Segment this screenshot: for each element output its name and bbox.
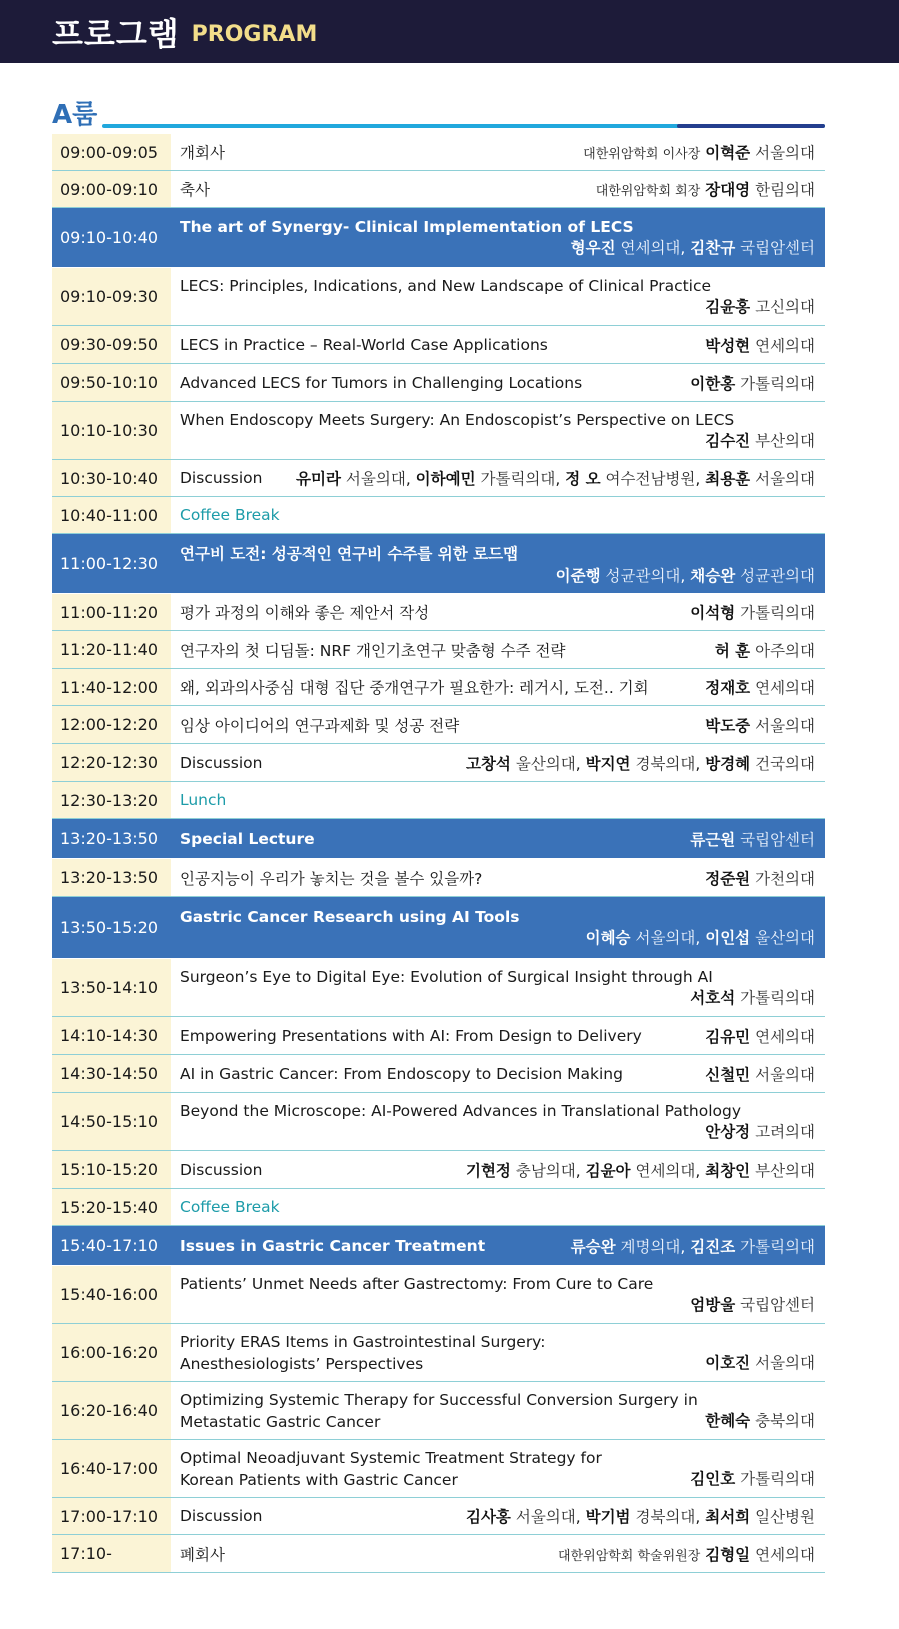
content-cell	[171, 326, 825, 363]
talk-title-continued: Anesthesiologists’ Perspectives	[180, 1354, 424, 1373]
speaker-affiliation: 일산병원	[755, 1508, 815, 1526]
content-line-1	[180, 1275, 815, 1293]
time-cell: 16:40-17:00	[52, 1440, 171, 1497]
program-row	[52, 402, 825, 460]
speaker	[705, 295, 815, 317]
speaker-name: 신철민	[705, 1065, 751, 1084]
program-table	[52, 134, 825, 1573]
program-row	[52, 1093, 825, 1151]
time-cell: 17:00-17:10	[52, 1498, 171, 1534]
content-cell	[171, 208, 825, 267]
speaker-affiliation: 성균관의대	[740, 566, 815, 585]
content-cell	[171, 1226, 825, 1265]
speaker-name: 이인섭	[705, 928, 751, 947]
program-row	[52, 460, 825, 497]
speaker-name: 허 훈	[714, 641, 751, 660]
talk-title: 개회사	[180, 144, 225, 162]
speaker-affiliation: 건국의대	[755, 754, 815, 773]
speaker	[596, 178, 815, 200]
speaker	[690, 1293, 815, 1315]
talk-title: Advanced LECS for Tumors in Challenging Locations	[180, 373, 583, 392]
content-cell	[171, 1498, 825, 1534]
chairs: 이혜승 서울의대, 이인섭 울산의대	[585, 928, 815, 947]
content-cell	[171, 1017, 825, 1054]
talk-title: 연구자의 첫 디딤돌: NRF 개인기초연구 맞춤형 수주 전략	[180, 641, 566, 660]
speaker-name: 류승완	[570, 1237, 616, 1256]
speaker-name: 이하예민	[415, 470, 476, 488]
time-cell: 13:50-15:20	[52, 897, 171, 958]
content-cell	[171, 744, 825, 781]
talk-title: Surgeon’s Eye to Digital Eye: Evolution of Surgical Insight through AI	[180, 967, 713, 986]
speaker-name: 김찬규	[690, 238, 736, 257]
panelists: 유미라 서울의대, 이하예민 가톨릭의대, 정 오 여수전남병원, 최용훈 서울의대	[296, 470, 815, 488]
speaker-name: 박기범	[585, 1508, 631, 1526]
talk-title: 평가 과정의 이해와 좋은 제안서 작성	[180, 604, 430, 622]
speaker-name: 박도중	[705, 716, 751, 735]
speaker	[705, 714, 815, 736]
speaker-affiliation: 연세의대	[755, 1027, 815, 1046]
talk-title: Discussion	[180, 469, 263, 487]
content-line-1	[180, 968, 815, 986]
break-label: Coffee Break	[180, 1198, 280, 1216]
speaker-affiliation: 부산의대	[755, 431, 815, 450]
content-line-1	[180, 1333, 815, 1351]
talk-title: 인공지능이 우리가 놓치는 것을 볼수 있을까?	[180, 869, 483, 888]
program-row	[52, 1498, 825, 1535]
content-line-2	[180, 986, 815, 1008]
talk-title: Optimal Neoadjuvant Systemic Treatment Strategy for	[180, 1448, 602, 1467]
speaker-name: 김진조	[690, 1237, 736, 1256]
break-label: Coffee Break	[180, 506, 280, 524]
session-header-row	[52, 897, 825, 959]
speaker-affiliation: 아주의대	[755, 641, 815, 660]
speaker-affiliation: 국립암센터	[740, 1295, 815, 1314]
speaker-name: 박지연	[585, 754, 631, 773]
break-row	[52, 1189, 825, 1226]
talk-title: 폐회사	[180, 1545, 225, 1564]
content-cell	[171, 1535, 825, 1572]
break-row	[52, 782, 825, 819]
chairs: 형우진 연세의대, 김찬규 국립암센터	[570, 238, 815, 257]
program-row	[52, 959, 825, 1017]
talk-title: 축사	[180, 181, 210, 199]
program-row	[52, 1266, 825, 1324]
session-header-row	[52, 1226, 825, 1266]
content-cell	[171, 1151, 825, 1188]
talk-title-continued: Metastatic Gastric Cancer	[180, 1412, 381, 1431]
speaker-affiliation: 서울의대	[345, 470, 406, 488]
content-cell	[171, 706, 825, 743]
speaker-affiliation: 서울의대	[635, 928, 696, 947]
talk-title: Priority ERAS Items in Gastrointestinal Surgery:	[180, 1332, 546, 1351]
speaker-affiliation: 가톨릭의대	[740, 604, 815, 622]
time-cell: 11:00-11:20	[52, 594, 171, 630]
content-cell	[171, 782, 825, 818]
speaker	[690, 601, 815, 623]
time-cell: 15:40-17:10	[52, 1226, 171, 1265]
speaker-affiliation: 고려의대	[755, 1122, 815, 1141]
content-line-2	[180, 1467, 815, 1489]
talk-title: 왜, 외과의사중심 대형 집단 중개연구가 필요한가: 레거시, 도전.. 기회	[180, 679, 649, 697]
panelists: 고창석 울산의대, 박지연 경북의대, 방경혜 건국의대	[465, 754, 815, 773]
speaker-affiliation: 부산의대	[755, 1161, 815, 1180]
panelists: 김사홍 서울의대, 박기범 경북의대, 최서희 일산병원	[465, 1508, 815, 1526]
time-cell: 15:20-15:40	[52, 1189, 171, 1225]
speaker-affiliation: 경북의대	[635, 754, 696, 773]
speaker-affiliation: 연세의대	[620, 238, 681, 257]
speaker	[690, 1467, 815, 1489]
content-line-2	[180, 926, 815, 948]
speaker-name: 정준원	[705, 869, 751, 888]
speaker-name: 안상정	[705, 1122, 751, 1141]
program-row	[52, 1324, 825, 1382]
page-header	[0, 0, 899, 63]
speaker-affiliation: 서울의대	[755, 1065, 815, 1084]
content-cell	[171, 364, 825, 401]
content-line-2	[180, 1351, 815, 1373]
speaker-affiliation: 연세의대	[755, 1545, 815, 1564]
speaker-affiliation: 충북의대	[755, 1411, 815, 1430]
speaker	[705, 1120, 815, 1142]
speaker	[705, 676, 815, 698]
speaker-name: 엄방울	[690, 1295, 736, 1314]
speaker-affiliation: 서울의대	[755, 144, 815, 162]
speaker-name: 장대영	[705, 181, 751, 199]
content-line-2	[180, 295, 815, 317]
talk-title: 임상 아이디어의 연구과제화 및 성공 전략	[180, 716, 460, 735]
speaker-affiliation: 가톨릭의대	[740, 1237, 815, 1256]
speaker-affiliation: 서울의대	[755, 716, 815, 735]
time-cell: 17:10-	[52, 1535, 171, 1572]
talk-title: Patients’ Unmet Needs after Gastrectomy: From Cure to Care	[180, 1274, 654, 1293]
break-label: Lunch	[180, 791, 227, 809]
program-row	[52, 364, 825, 402]
program-row	[52, 631, 825, 669]
speaker	[715, 639, 815, 661]
session-title: Special Lecture	[180, 829, 315, 848]
speaker-name: 이호진	[705, 1353, 751, 1372]
speaker	[705, 334, 815, 356]
time-cell: 16:20-16:40	[52, 1382, 171, 1439]
talk-title: Discussion	[180, 753, 263, 772]
chairs: 류승완 계명의대, 김진조 가톨릭의대	[570, 1237, 815, 1256]
content-line-2	[180, 1409, 815, 1431]
time-cell: 10:40-11:00	[52, 497, 171, 533]
room-title: A룸	[52, 100, 98, 130]
content-line-1	[180, 1102, 815, 1120]
talk-title: When Endoscopy Meets Surgery: An Endoscopist’s Perspective on LECS	[180, 410, 735, 429]
speaker-name: 김사홍	[465, 1508, 511, 1526]
speaker-affiliation: 고신의대	[755, 297, 815, 316]
speaker-affiliation: 서울의대	[515, 1508, 576, 1526]
content-cell	[171, 460, 825, 496]
time-cell: 09:30-09:50	[52, 326, 171, 363]
session-header-row	[52, 208, 825, 268]
content-cell	[171, 171, 825, 207]
time-cell: 11:20-11:40	[52, 631, 171, 668]
speaker-affiliation: 국립암센터	[740, 238, 815, 257]
content-line-2	[180, 236, 815, 258]
content-cell	[171, 1093, 825, 1150]
program-row	[52, 1440, 825, 1498]
speaker-name: 이석형	[690, 604, 736, 622]
speaker-affiliation: 가톨릭의대	[740, 988, 815, 1007]
speaker-affiliation: 경북의대	[635, 1508, 696, 1526]
speaker-name: 고창석	[465, 754, 511, 773]
content-cell	[171, 594, 825, 630]
speaker-name: 형우진	[570, 238, 616, 257]
time-cell: 11:40-12:00	[52, 669, 171, 705]
content-line-2	[180, 429, 815, 451]
speaker-name: 김유민	[705, 1027, 751, 1046]
content-line-1	[180, 908, 815, 926]
program-row	[52, 1017, 825, 1055]
content-cell	[171, 134, 825, 170]
speaker-name: 정 오	[565, 470, 601, 488]
speaker-name: 최창인	[705, 1161, 751, 1180]
speaker-affiliation: 서울의대	[755, 1353, 815, 1372]
speaker	[705, 429, 815, 451]
speaker	[705, 1063, 815, 1085]
speaker-role: 대한위암학회 회장	[595, 184, 701, 199]
speaker-name: 서호석	[690, 988, 736, 1007]
time-cell: 14:30-14:50	[52, 1055, 171, 1092]
speaker	[705, 1409, 815, 1431]
content-line-1	[180, 218, 815, 236]
program-row	[52, 669, 825, 706]
time-cell: 09:50-10:10	[52, 364, 171, 401]
time-cell: 12:30-13:20	[52, 782, 171, 818]
speaker	[705, 867, 815, 889]
content-cell	[171, 959, 825, 1016]
speaker-affiliation: 국립암센터	[740, 830, 815, 849]
program-row	[52, 1382, 825, 1440]
speaker-name: 김윤홍	[705, 297, 751, 316]
speaker-name: 이한홍	[690, 374, 736, 393]
content-cell	[171, 1055, 825, 1092]
talk-title: Optimizing Systemic Therapy for Successful Conversion Surgery in	[180, 1390, 698, 1409]
speaker-affiliation: 충남의대	[515, 1161, 576, 1180]
program-row	[52, 594, 825, 631]
content-cell	[171, 1324, 825, 1381]
speaker-name: 이혁준	[705, 144, 751, 162]
content-cell	[171, 1266, 825, 1323]
content-cell	[171, 819, 825, 858]
program-row	[52, 859, 825, 897]
speaker-affiliation: 울산의대	[515, 754, 576, 773]
content-cell	[171, 859, 825, 896]
content-line-1	[180, 1449, 815, 1467]
speaker-name: 김인호	[690, 1469, 736, 1488]
content-cell	[171, 402, 825, 459]
time-cell: 14:50-15:10	[52, 1093, 171, 1150]
speaker	[558, 1543, 815, 1565]
content-cell	[171, 897, 825, 958]
speaker-affiliation: 성균관의대	[605, 566, 681, 585]
content-line-2	[180, 1293, 815, 1315]
time-cell: 16:00-16:20	[52, 1324, 171, 1381]
speaker-name: 김수진	[705, 431, 751, 450]
speaker-name: 김형일	[705, 1545, 751, 1564]
speaker-name: 이혜승	[585, 928, 631, 947]
header-title-korean: 프로그램	[52, 14, 180, 53]
talk-title: LECS: Principles, Indications, and New Landscape of Clinical Practice	[180, 276, 712, 295]
time-cell: 13:50-14:10	[52, 959, 171, 1016]
content-cell	[171, 1440, 825, 1497]
speaker	[705, 1025, 815, 1047]
speaker-name: 박성현	[705, 336, 751, 355]
content-cell	[171, 631, 825, 668]
speaker-name: 채승완	[690, 566, 736, 585]
speaker-affiliation: 연세의대	[635, 1161, 696, 1180]
time-cell: 14:10-14:30	[52, 1017, 171, 1054]
speaker-name: 방경혜	[705, 754, 751, 773]
speaker-name: 기현정	[465, 1161, 511, 1180]
speaker-affiliation: 연세의대	[755, 679, 815, 697]
content-cell	[171, 534, 825, 593]
session-title: Gastric Cancer Research using AI Tools	[180, 907, 520, 926]
talk-title: Beyond the Microscope: AI-Powered Advances in Translational Pathology	[180, 1101, 741, 1120]
header-title-english: PROGRAM	[191, 22, 318, 47]
content-cell	[171, 1382, 825, 1439]
time-cell: 13:20-13:50	[52, 819, 171, 858]
content-cell	[171, 497, 825, 533]
talk-title-continued: Korean Patients with Gastric Cancer	[180, 1470, 458, 1489]
speaker-affiliation: 계명의대	[620, 1237, 681, 1256]
break-row	[52, 497, 825, 534]
program-row	[52, 1055, 825, 1093]
talk-title: Discussion	[180, 1507, 263, 1525]
content-cell	[171, 669, 825, 705]
speaker-affiliation: 울산의대	[755, 928, 815, 947]
speaker-affiliation: 연세의대	[755, 336, 815, 355]
speaker-role: 대한위암학회 학술위원장	[558, 1548, 701, 1564]
speaker-name: 김윤아	[585, 1161, 631, 1180]
session-header-row	[52, 534, 825, 594]
session-title: 연구비 도전: 성공적인 연구비 수주를 위한 로드맵	[180, 544, 519, 563]
time-cell: 09:00-09:05	[52, 134, 171, 170]
speaker-affiliation: 한림의대	[755, 181, 815, 199]
time-cell: 15:10-15:20	[52, 1151, 171, 1188]
content-line-1	[180, 542, 815, 564]
time-cell: 09:00-09:10	[52, 171, 171, 207]
speaker-name: 한혜숙	[705, 1411, 751, 1430]
speaker-name: 이준행	[555, 566, 601, 585]
speaker-name: 최용훈	[705, 470, 751, 488]
content-line-2	[180, 564, 815, 586]
speaker-affiliation: 서울의대	[755, 470, 815, 488]
panelists: 기현정 충남의대, 김윤아 연세의대, 최창인 부산의대	[465, 1161, 815, 1180]
speaker-name: 유미라	[296, 470, 341, 488]
time-cell: 12:00-12:20	[52, 706, 171, 743]
session-title: The art of Synergy- Clinical Implementation of LECS	[180, 217, 634, 236]
speaker-role: 대한위암학회 이사장	[583, 147, 701, 162]
talk-title: LECS in Practice – Real-World Case Applications	[180, 335, 548, 354]
content-cell	[171, 1189, 825, 1225]
time-cell: 09:10-10:40	[52, 208, 171, 267]
talk-title: Discussion	[180, 1160, 263, 1179]
talk-title: Empowering Presentations with AI: From Design to Delivery	[180, 1026, 642, 1045]
time-cell: 13:20-13:50	[52, 859, 171, 896]
speaker-affiliation: 가천의대	[755, 869, 815, 888]
room-heading	[52, 100, 825, 130]
chairs: 이준행 성균관의대, 채승완 성균관의대	[555, 566, 815, 585]
speaker-affiliation: 여수전남병원	[605, 470, 696, 488]
content-line-1	[180, 411, 815, 429]
content-line-1	[180, 277, 815, 295]
time-cell: 09:10-09:30	[52, 268, 171, 325]
speaker	[705, 1351, 815, 1373]
program-row	[52, 1535, 825, 1573]
speaker	[583, 141, 815, 163]
speaker-affiliation: 가톨릭의대	[480, 470, 556, 488]
program-row	[52, 1151, 825, 1189]
program-row	[52, 268, 825, 326]
speaker-affiliation: 가톨릭의대	[740, 1469, 815, 1488]
program-row	[52, 706, 825, 744]
speaker	[690, 986, 815, 1008]
speaker-name: 류근원	[690, 830, 736, 849]
room-divider-accent	[677, 124, 825, 128]
content-line-1	[180, 1391, 815, 1409]
program-row	[52, 134, 825, 171]
content-line-2	[180, 1120, 815, 1142]
chairs	[690, 828, 815, 850]
speaker-name: 정재호	[705, 679, 751, 697]
speaker-affiliation: 가톨릭의대	[740, 374, 815, 393]
session-header-row	[52, 819, 825, 859]
time-cell: 12:20-12:30	[52, 744, 171, 781]
speaker	[690, 372, 815, 394]
time-cell: 15:40-16:00	[52, 1266, 171, 1323]
time-cell: 10:10-10:30	[52, 402, 171, 459]
program-row	[52, 171, 825, 208]
time-cell: 11:00-12:30	[52, 534, 171, 593]
session-title: Issues in Gastric Cancer Treatment	[180, 1236, 486, 1255]
program-row	[52, 326, 825, 364]
time-cell: 10:30-10:40	[52, 460, 171, 496]
content-cell	[171, 268, 825, 325]
program-row	[52, 744, 825, 782]
talk-title: AI in Gastric Cancer: From Endoscopy to Decision Making	[180, 1064, 623, 1083]
speaker-name: 최서희	[705, 1508, 751, 1526]
